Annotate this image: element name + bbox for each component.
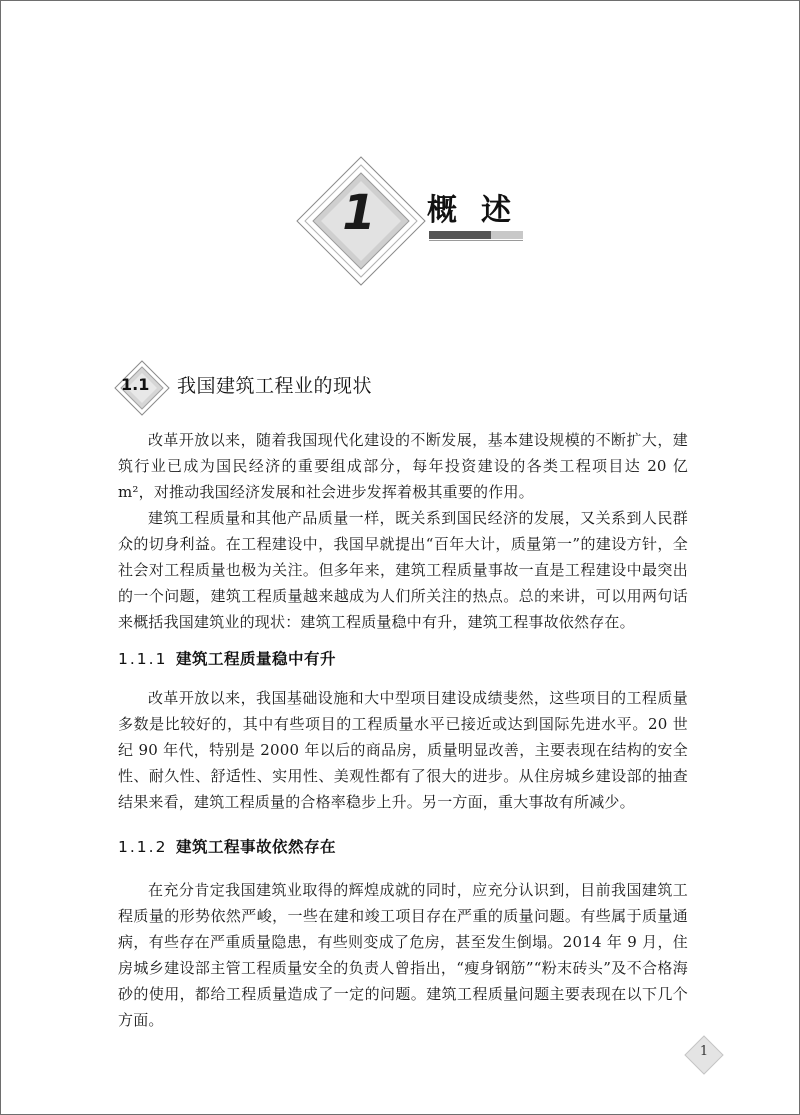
- paragraph: 建筑工程质量和其他产品质量一样，既关系到国民经济的发展，又关系到人民群众的切身利益。在工程建设中，我国早就提出“百年大计，质量第一”的建设方针，全社会对工程质量也极为关注。但多年来，建筑工程质量事故一直是工程建设中最突出的一个问题，建筑工程质量越来越成为人们所关注的热点。总的来讲，可以用两句话来概括我国建筑业的现状：建筑工程质量稳中有升，建筑工程事故依然存在。: [118, 509, 688, 631]
- chapter-number: 1: [342, 185, 376, 241]
- subsection-title: 建筑工程质量稳中有升: [176, 650, 337, 668]
- paragraph: 在充分肯定我国建筑业取得的辉煌成就的同时，应充分认识到，目前我国建筑工程质量的形势依然严峻，一些在建和竣工项目存在严重的质量问题。有些属于质量通病，有些存在严重质量隐患，有些则变成了危房，甚至发生倒塌。2014 年 9 月，住房城乡建设部主管工程质量安全的负责人曾指出，“瘦身钢筋”“粉末砖头”及不合格海砂的使用，都给工程质量造成了一定的问题。建筑工程质量问题主要表现在以下几个方面。: [118, 881, 688, 1029]
- chapter-title-underline: [429, 231, 523, 239]
- subsection-number: 1.1.1: [118, 650, 168, 668]
- paragraph: 改革开放以来，我国基础设施和大中型项目建设成绩斐然，这些项目的工程质量多数是比较好的，其中有些项目的工程质量水平已接近或达到国际先进水平。20 世纪 90 年代，特别是 2000 年以后的商品房，质量明显改善，主要表现在结构的安全性、耐久性、舒适性、实用性、美观性都有了很大的进步。从住房城乡建设部的抽查结果来看，建筑工程质量的合格率稳步上升。另一方面，重大事故有所减少。: [118, 689, 688, 811]
- subsection-heading: [118, 647, 336, 669]
- section-title: 我国建筑工程业的现状: [177, 375, 373, 397]
- subsection-heading: [118, 835, 336, 857]
- section-number: 1.1: [121, 375, 150, 394]
- chapter-title: 概述: [427, 193, 535, 228]
- subsection-number: 1.1.2: [118, 838, 168, 856]
- paragraph: 改革开放以来，随着我国现代化建设的不断发展，基本建设规模的不断扩大，建筑行业已成为国民经济的重要组成部分，每年投资建设的各类工程项目达 20 亿 m²，对推动我国经济发展和社会进步发挥着极其重要的作用。: [118, 431, 688, 501]
- subsection-title: 建筑工程事故依然存在: [176, 838, 337, 856]
- page-number: 1: [699, 1044, 709, 1059]
